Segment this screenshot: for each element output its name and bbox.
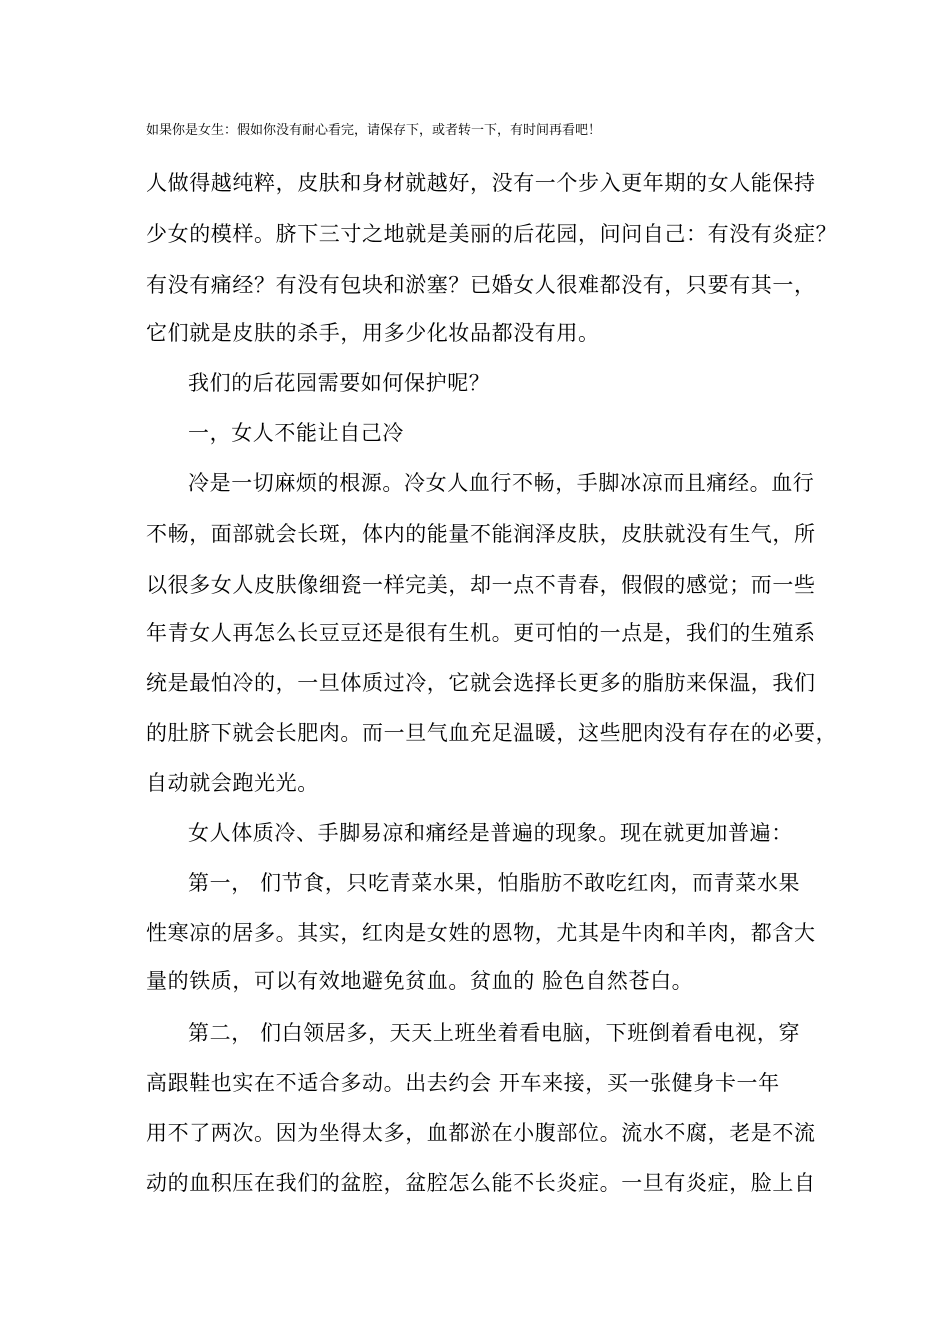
paragraph-line: 高跟鞋也实在不适合多动。出去约会 开车来接，买一张健身卡一年: [146, 1071, 780, 1095]
paragraph-line: 少女的模样。脐下三寸之地就是美丽的后花园，问问自己：有没有炎症？: [146, 222, 838, 246]
paragraph-line: 第二， 们白领居多，天天上班坐着看电脑，下班倒着看电视，穿: [188, 1021, 801, 1045]
paragraph-line: 冷是一切麻烦的根源。冷女人血行不畅，手脚冰凉而且痛经。血行: [188, 471, 815, 495]
paragraph-line: 年青女人再怎么长豆豆还是很有生机。更可怕的一点是，我们的生殖系: [146, 621, 816, 645]
paragraph-line: 女人体质冷、手脚易凉和痛经是普遍的现象。现在就更加普遍：: [188, 821, 793, 845]
header-note: 如果你是女生：假如你没有耐心看完，请保存下，或者转一下，有时间再看吧！: [146, 123, 602, 138]
paragraph-line: 有没有痛经？有没有包块和淤塞？已婚女人很难都没有，只要有其一，: [146, 273, 816, 297]
paragraph-line: 人做得越纯粹，皮肤和身材就越好，没有一个步入更年期的女人能保持: [146, 171, 816, 195]
paragraph-line: 用不了两次。因为坐得太多，血都淤在小腹部位。流水不腐，老是不流: [146, 1121, 816, 1145]
paragraph-line: 自动就会跑光光。: [146, 771, 319, 795]
paragraph-line: 的肚脐下就会长肥肉。而一旦气血充足温暖，这些肥肉没有存在的必要，: [146, 721, 838, 745]
paragraph-line: 它们就是皮肤的杀手，用多少化妆品都没有用。: [146, 321, 600, 345]
paragraph-line: 第一， 们节食，只吃青菜水果，怕脂肪不敢吃红肉，而青菜水果: [188, 871, 801, 895]
paragraph-line: 我们的后花园需要如何保护呢？: [188, 371, 491, 395]
paragraph-line: 统是最怕冷的，一旦体质过冷，它就会选择长更多的脂肪来保温，我们: [146, 671, 816, 695]
paragraph-line: 动的血积压在我们的盆腔，盆腔怎么能不长炎症。一旦有炎症，脸上自: [146, 1171, 816, 1195]
paragraph-line: 不畅，面部就会长斑，体内的能量不能润泽皮肤，皮肤就没有生气，所: [146, 522, 816, 546]
paragraph-line: 性寒凉的居多。其实，红肉是女姓的恩物，尤其是牛肉和羊肉，都含大: [146, 921, 816, 945]
paragraph-line: 量的铁质，可以有效地避免贫血。贫血的 脸色自然苍白。: [146, 969, 694, 993]
section-heading: 一，女人不能让自己冷: [188, 421, 404, 445]
paragraph-line: 以很多女人皮肤像细瓷一样完美，却一点不青春，假假的感觉；而一些: [146, 573, 816, 597]
